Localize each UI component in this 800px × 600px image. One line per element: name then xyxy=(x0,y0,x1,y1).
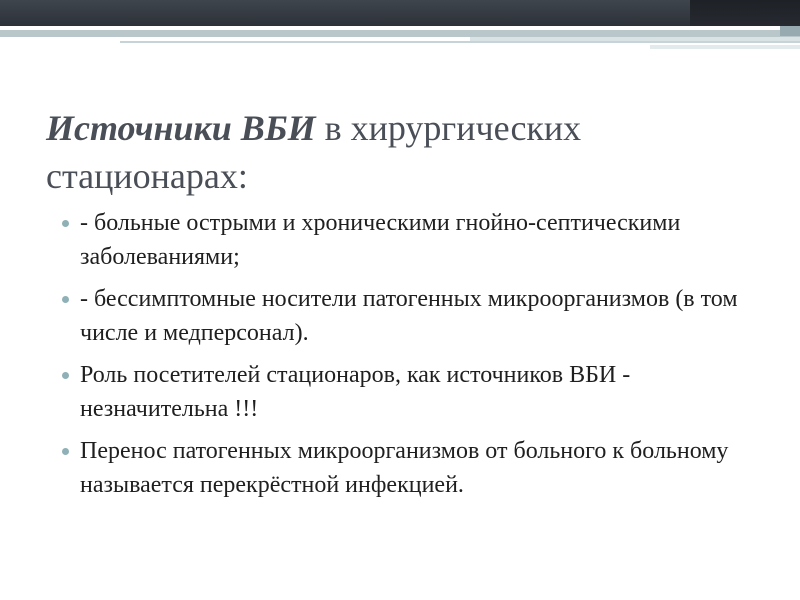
stripe xyxy=(0,30,800,37)
bullet-text: - бессимптомные носители патогенных микроорганизмов (в том числе и медперсонал). xyxy=(80,286,738,346)
bullet-icon xyxy=(62,372,69,379)
slide-title xyxy=(46,104,746,200)
bullet-text: - больные острыми и хроническими гнойно-септическими заболеваниями; xyxy=(80,210,681,270)
bullet-text: Перенос патогенных микроорганизмов от больного к больному называется перекрёстной инфекцией. xyxy=(80,438,729,498)
decorative-stripes xyxy=(0,26,800,56)
slide-title-emphasis: Источники ВБИ xyxy=(46,108,316,148)
list-item xyxy=(62,434,762,502)
bullet-icon xyxy=(62,220,69,227)
bullet-text: Роль посетителей стационаров, как источников ВБИ - незначительна !!! xyxy=(80,362,631,422)
stripe xyxy=(650,45,800,49)
stripe xyxy=(120,41,800,43)
slide-title-rest: в хирургических стационарах: xyxy=(46,108,582,196)
header-accent xyxy=(690,0,800,26)
list-item xyxy=(62,282,762,350)
list-item xyxy=(62,358,762,426)
bullet-icon xyxy=(62,296,69,303)
list-item xyxy=(62,206,762,274)
bullet-list xyxy=(62,206,762,510)
header-bar xyxy=(0,0,800,26)
bullet-icon xyxy=(62,448,69,455)
corner-decoration xyxy=(780,26,800,36)
